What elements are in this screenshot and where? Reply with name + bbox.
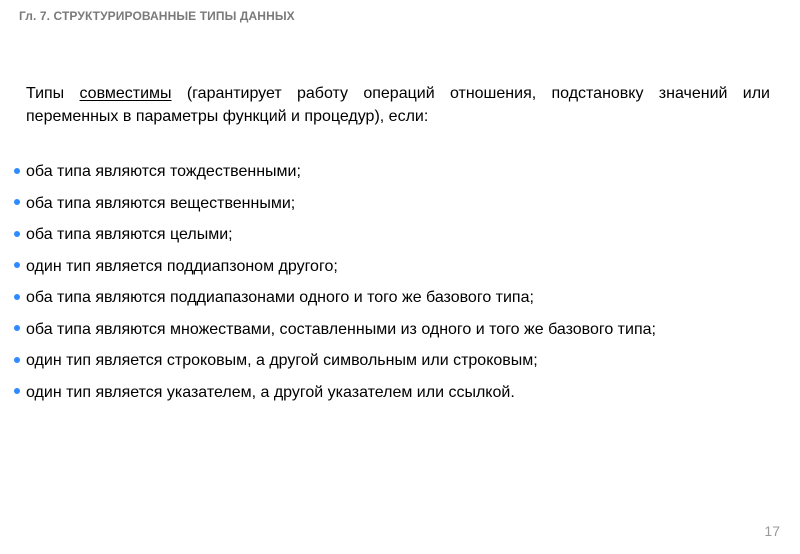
- list-item-text: один тип является строковым, а другой символьным или строковым;: [26, 352, 538, 369]
- list-item: [14, 319, 656, 351]
- intro-rest: (гарантирует работу операций отношения, подстановку значений или переменных в параметры функций и процедур), если:: [26, 85, 770, 125]
- bullet-icon: [14, 168, 20, 174]
- bullet-icon: [14, 294, 20, 300]
- list-item: [14, 350, 656, 382]
- list-item-text: один тип является указателем, а другой указателем или ссылкой.: [26, 383, 515, 401]
- list-item: [14, 224, 656, 256]
- intro-lead: Типы: [26, 85, 80, 102]
- bullet-icon: [14, 199, 20, 205]
- list-item-text: оба типа являются целыми;: [26, 226, 233, 243]
- bullet-icon: [14, 231, 20, 237]
- list-item: [14, 161, 656, 193]
- intro-paragraph: [26, 82, 770, 128]
- list-item-text: один тип является поддиапзоном другого;: [26, 257, 338, 275]
- bullet-icon: [14, 388, 20, 394]
- intro-emphasis: совместимы: [79, 85, 172, 102]
- bullet-icon: [14, 325, 20, 331]
- list-item: [14, 193, 656, 225]
- list-item: [14, 256, 656, 288]
- list-item: [14, 382, 656, 414]
- list-item-text: оба типа являются множествами, составленными из одного и того же базового типа;: [26, 320, 656, 338]
- page-number: 17: [764, 523, 780, 539]
- list-item-text: оба типа являются тождественными;: [26, 163, 301, 180]
- bullet-icon: [14, 262, 20, 268]
- list-item-text: оба типа являются поддиапазонами одного и того же базового типа;: [26, 289, 534, 306]
- list-item-text: оба типа являются вещественными;: [26, 194, 296, 212]
- list-item: [14, 287, 656, 319]
- conditions-list: [14, 161, 656, 413]
- chapter-title: Гл. 7. СТРУКТУРИРОВАННЫЕ ТИПЫ ДАННЫХ: [19, 9, 295, 23]
- bullet-icon: [14, 357, 20, 363]
